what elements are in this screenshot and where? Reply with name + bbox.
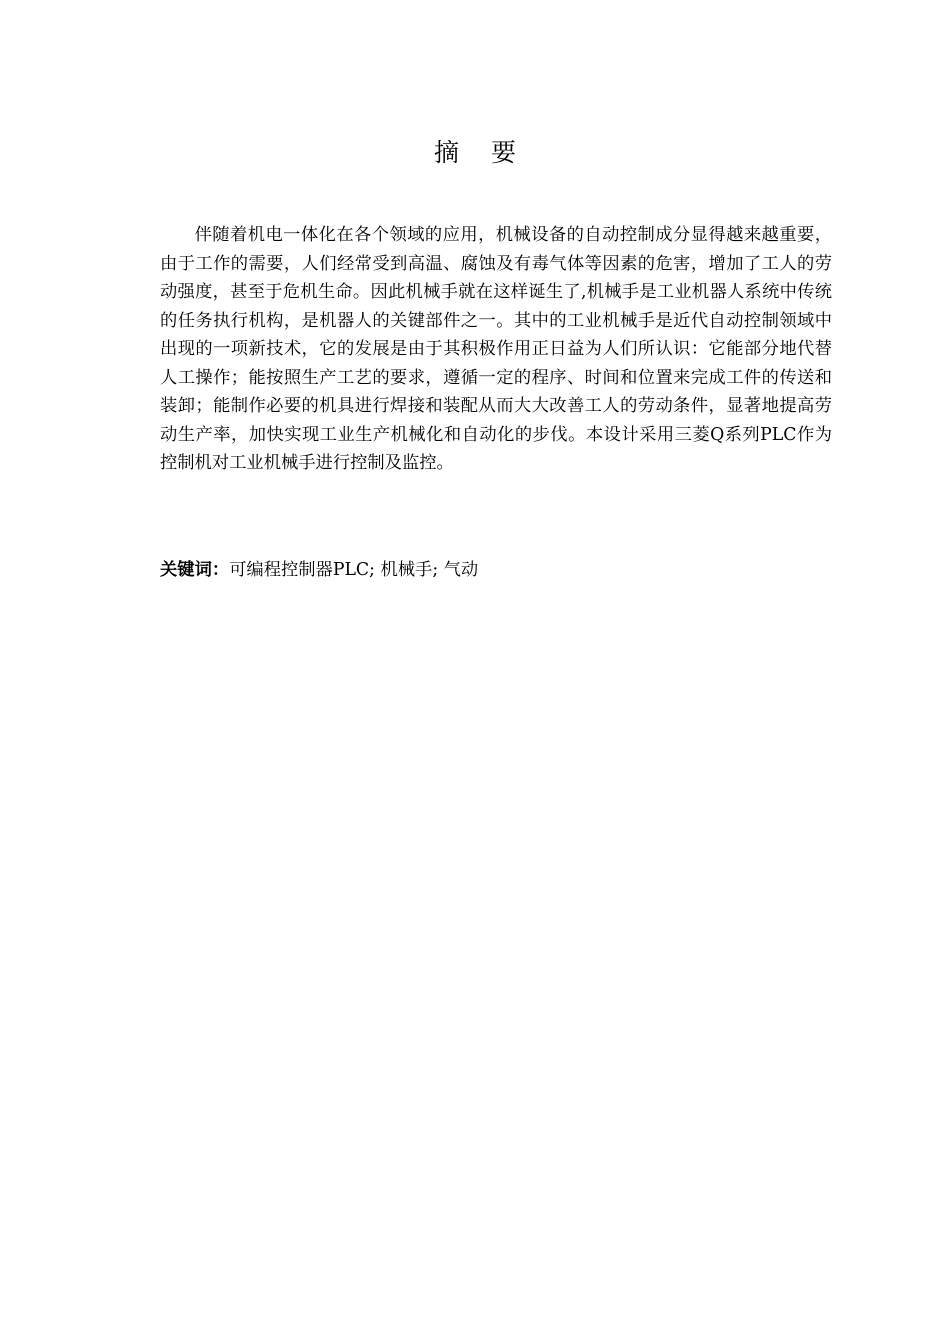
keywords-line [160, 556, 832, 584]
abstract-paragraph: 伴随着机电一体化在各个领域的应用，机械设备的自动控制成分显得越来越重要，由于工作的需要，人们经常受到高温、腐蚀及有毒气体等因素的危害，增加了工人的劳动强度，甚至于危机生命。因此机械手就在这样诞生了,机械手是工业机器人系统中传统的任务执行机构，是机器人的关键部件之一。其中的工业机械手是近代自动控制领域中出现的一项新技术，它的发展是由于其积极作用正日益为人们所认识：它能部分地代替人工操作；能按照生产工艺的要求，遵循一定的程序、时间和位置来完成工件的传送和装卸；能制作必要的机具进行焊接和装配从而大大改善工人的劳动条件，显著地提高劳动生产率，加快实现工业生产机械化和自动化的步伐。本设计采用三菱Q系列PLC作为控制机对工业机械手进行控制及监控。 [160, 225, 832, 473]
abstract-title: 摘 要 [434, 138, 528, 167]
keywords-label: 关键词： [160, 560, 230, 580]
keywords-value: 可编程控制器PLC; 机械手; 气动 [229, 560, 479, 580]
